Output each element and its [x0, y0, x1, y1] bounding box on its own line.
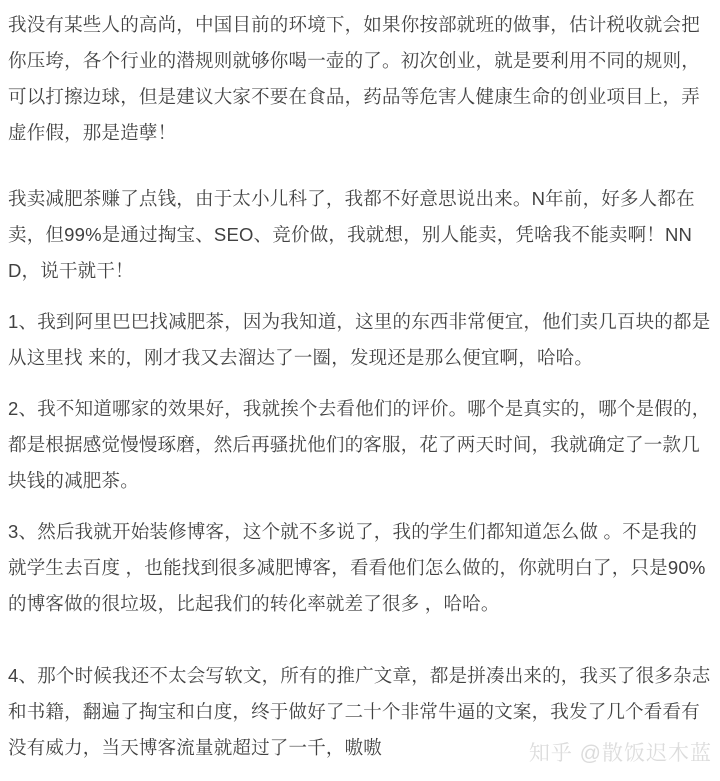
- paragraph-4: 2、我不知道哪家的效果好，我就挨个去看他们的评价。哪个是真实的，哪个是假的，都是根据感觉慢慢琢磨，然后再骚扰他们的客服，花了两天时间，我就确定了一款几块钱的减肥茶。: [8, 398, 711, 491]
- paragraph-1: 我没有某些人的高尚，中国目前的环境下，如果你按部就班的做事，估计税收就会把你压垮，各个行业的潜规则就够你喝一壶的了。初次创业，就是要利用不同的规则，可以打擦边球，但是建议大家不要在食品，药品等危害人健康生命的创业项目上，弄虚作假，那是造孽！: [8, 14, 700, 143]
- paragraph-5: 3、然后我就开始装修博客，这个就不多说了，我的学生们都知道怎么做 。不是我的就学生去百度 ，也能找到很多减肥博客，看看他们怎么做的，你就明白了，只是90%的博客做的很垃圾，比起我们的转化率就差了很多 ，哈哈。: [8, 521, 706, 614]
- paragraph-6: 4、那个时候我还不太会写软文，所有的推广文章，都是拼凑出来的，我买了很多杂志和书籍，翻遍了掏宝和白度，终于做好了二十个非常牛逼的文案，我发了几个看看有没有威力，当天博客流量就超过了一千，嗷嗷: [8, 665, 711, 758]
- paragraph-2: 我卖减肥茶赚了点钱，由于太小儿科了，我都不好意思说出来。N年前，好多人都在卖，但99%是通过掏宝、SEO、竞价做，我就想，别人能卖，凭啥我不能卖啊！NND，说干就干！: [8, 188, 695, 281]
- zhihu-watermark: 知乎 @散饭迟木蓝: [528, 742, 712, 765]
- paragraph-3: 1、我到阿里巴巴找减肥茶，因为我知道，这里的东西非常便宜，他们卖几百块的都是从这里找 来的，刚才我又去溜达了一圈，发现还是那么便宜啊，哈哈。: [8, 311, 711, 368]
